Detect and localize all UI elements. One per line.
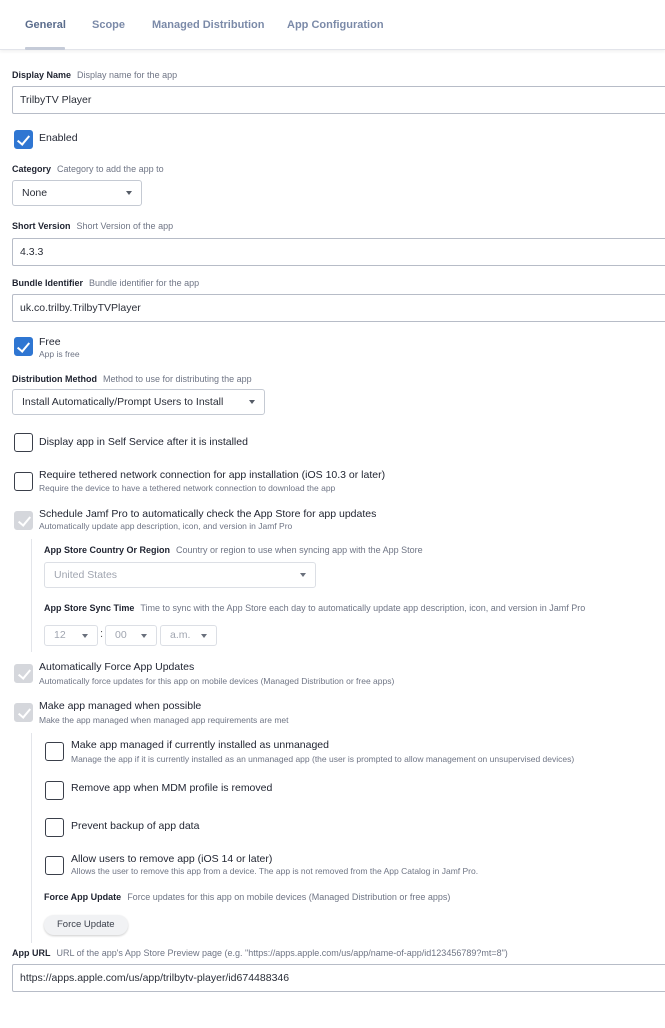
tab-bar [0, 0, 665, 50]
enabled-label: Enabled [39, 132, 78, 144]
allow-remove-checkbox[interactable] [45, 856, 64, 875]
self-service-label: Display app in Self Service after it is installed [39, 436, 248, 448]
chevron-down-icon [201, 634, 207, 638]
force-updates-checkbox[interactable] [14, 664, 33, 683]
managed-if-unmanaged-checkbox[interactable] [45, 742, 64, 761]
chevron-down-icon [141, 634, 147, 638]
remove-mdm-checkbox[interactable] [45, 781, 64, 800]
app-url-input[interactable]: https://apps.apple.com/us/app/trilbytv-player/id674488346 [12, 964, 665, 992]
bundle-identifier-input[interactable]: uk.co.trilby.TrilbyTVPlayer [12, 294, 665, 322]
chevron-down-icon [126, 191, 132, 195]
bundle-identifier-hint: Bundle identifier for the app [89, 278, 200, 288]
tethered-label: Require tethered network connection for app installation (iOS 10.3 or later) [39, 469, 386, 481]
allow-remove-label: Allow users to remove app (iOS 14 or later) [71, 853, 273, 865]
bundle-identifier-label [12, 278, 199, 288]
short-version-hint: Short Version of the app [76, 221, 174, 231]
free-sub: App is free [39, 349, 80, 359]
force-updates-sub: Automatically force updates for this app on mobile devices (Managed Distribution or free apps) [39, 676, 395, 686]
short-version-label [12, 221, 173, 231]
managed-possible-sub: Make the app managed when managed app requirements are met [39, 715, 289, 725]
schedule-check-sub: Automatically update app description, icon, and version in Jamf Pro [39, 521, 293, 531]
sync-hour-select[interactable] [44, 625, 98, 646]
indent-line [31, 733, 32, 943]
force-update-button[interactable]: Force Update [44, 915, 128, 935]
tab-general[interactable]: General [25, 19, 66, 31]
prevent-backup-label: Prevent backup of app data [71, 820, 200, 832]
display-name-input[interactable]: TrilbyTV Player [12, 86, 665, 114]
managed-possible-label: Make app managed when possible [39, 700, 202, 712]
category-hint: Category to add the app to [57, 164, 164, 174]
managed-if-unmanaged-label: Make app managed if currently installed as unmanaged [71, 739, 329, 751]
tab-managed-distribution[interactable]: Managed Distribution [152, 19, 265, 31]
category-label [12, 164, 164, 174]
schedule-check-label: Schedule Jamf Pro to automatically check the App Store for app updates [39, 508, 377, 520]
app-url-label [12, 948, 508, 958]
app-url-hint: URL of the app's App Store Preview page (e.g. "https://apps.apple.com/us/app/name-of-app/id123456789?mt=8") [56, 948, 508, 958]
sync-time-label [44, 603, 585, 613]
time-separator: : [100, 628, 104, 640]
allow-remove-sub: Allows the user to remove this app from a device. The app is not removed from the App Catalog in Jamf Pro. [71, 866, 479, 876]
country-region-value: United States [54, 569, 118, 581]
sync-minute-select[interactable] [105, 625, 157, 646]
sync-time-label-text: App Store Sync Time [44, 603, 135, 613]
free-label: Free [39, 336, 61, 348]
force-updates-label: Automatically Force App Updates [39, 661, 195, 673]
schedule-check-checkbox[interactable] [14, 511, 33, 530]
tethered-sub: Require the device to have a tethered network connection to download the app [39, 483, 336, 493]
bundle-identifier-label-text: Bundle Identifier [12, 278, 84, 288]
tab-app-configuration[interactable]: App Configuration [287, 19, 384, 31]
managed-possible-checkbox[interactable] [14, 703, 33, 722]
free-checkbox[interactable] [14, 337, 33, 356]
display-name-label [12, 70, 177, 80]
distribution-method-hint: Method to use for distributing the app [103, 374, 252, 384]
self-service-checkbox[interactable] [14, 433, 33, 452]
chevron-down-icon [82, 634, 88, 638]
country-region-label [44, 545, 423, 555]
app-url-label-text: App URL [12, 948, 51, 958]
distribution-method-value: Install Automatically/Prompt Users to Install [22, 396, 224, 408]
display-name-hint: Display name for the app [77, 70, 178, 80]
managed-if-unmanaged-sub: Manage the app if it is currently installed as an unmanaged app (the user is prompted to allow management on unsupervised devices) [71, 754, 575, 764]
short-version-label-text: Short Version [12, 221, 71, 231]
force-app-update-label [44, 892, 450, 902]
tab-scope[interactable]: Scope [92, 19, 126, 31]
country-region-label-text: App Store Country Or Region [44, 545, 170, 555]
sync-time-hint: Time to sync with the App Store each day to automatically update app description, icon, and version in Jamf Pro [140, 603, 586, 613]
prevent-backup-checkbox[interactable] [45, 818, 64, 837]
sync-minute-value: 00 [115, 629, 127, 641]
force-app-update-hint: Force updates for this app on mobile devices (Managed Distribution or free apps) [127, 892, 451, 902]
display-name-label-text: Display Name [12, 70, 72, 80]
sync-ampm-select[interactable] [160, 625, 217, 646]
category-value: None [22, 187, 48, 199]
distribution-method-label [12, 374, 252, 384]
indent-line [31, 539, 32, 652]
country-region-hint: Country or region to use when syncing app with the App Store [176, 545, 423, 555]
short-version-input[interactable]: 4.3.3 [12, 238, 665, 266]
country-region-select[interactable] [44, 562, 316, 588]
sync-ampm-value: a.m. [170, 629, 191, 641]
force-app-update-label-text: Force App Update [44, 892, 122, 902]
active-tab-indicator [25, 47, 65, 50]
category-select[interactable] [12, 180, 142, 206]
distribution-method-select[interactable] [12, 389, 265, 415]
enabled-checkbox[interactable] [14, 130, 33, 149]
chevron-down-icon [300, 573, 306, 577]
tethered-checkbox[interactable] [14, 472, 33, 491]
category-label-text: Category [12, 164, 52, 174]
sync-hour-value: 12 [54, 629, 66, 641]
chevron-down-icon [249, 400, 255, 404]
remove-mdm-label: Remove app when MDM profile is removed [71, 782, 273, 794]
distribution-method-label-text: Distribution Method [12, 374, 97, 384]
